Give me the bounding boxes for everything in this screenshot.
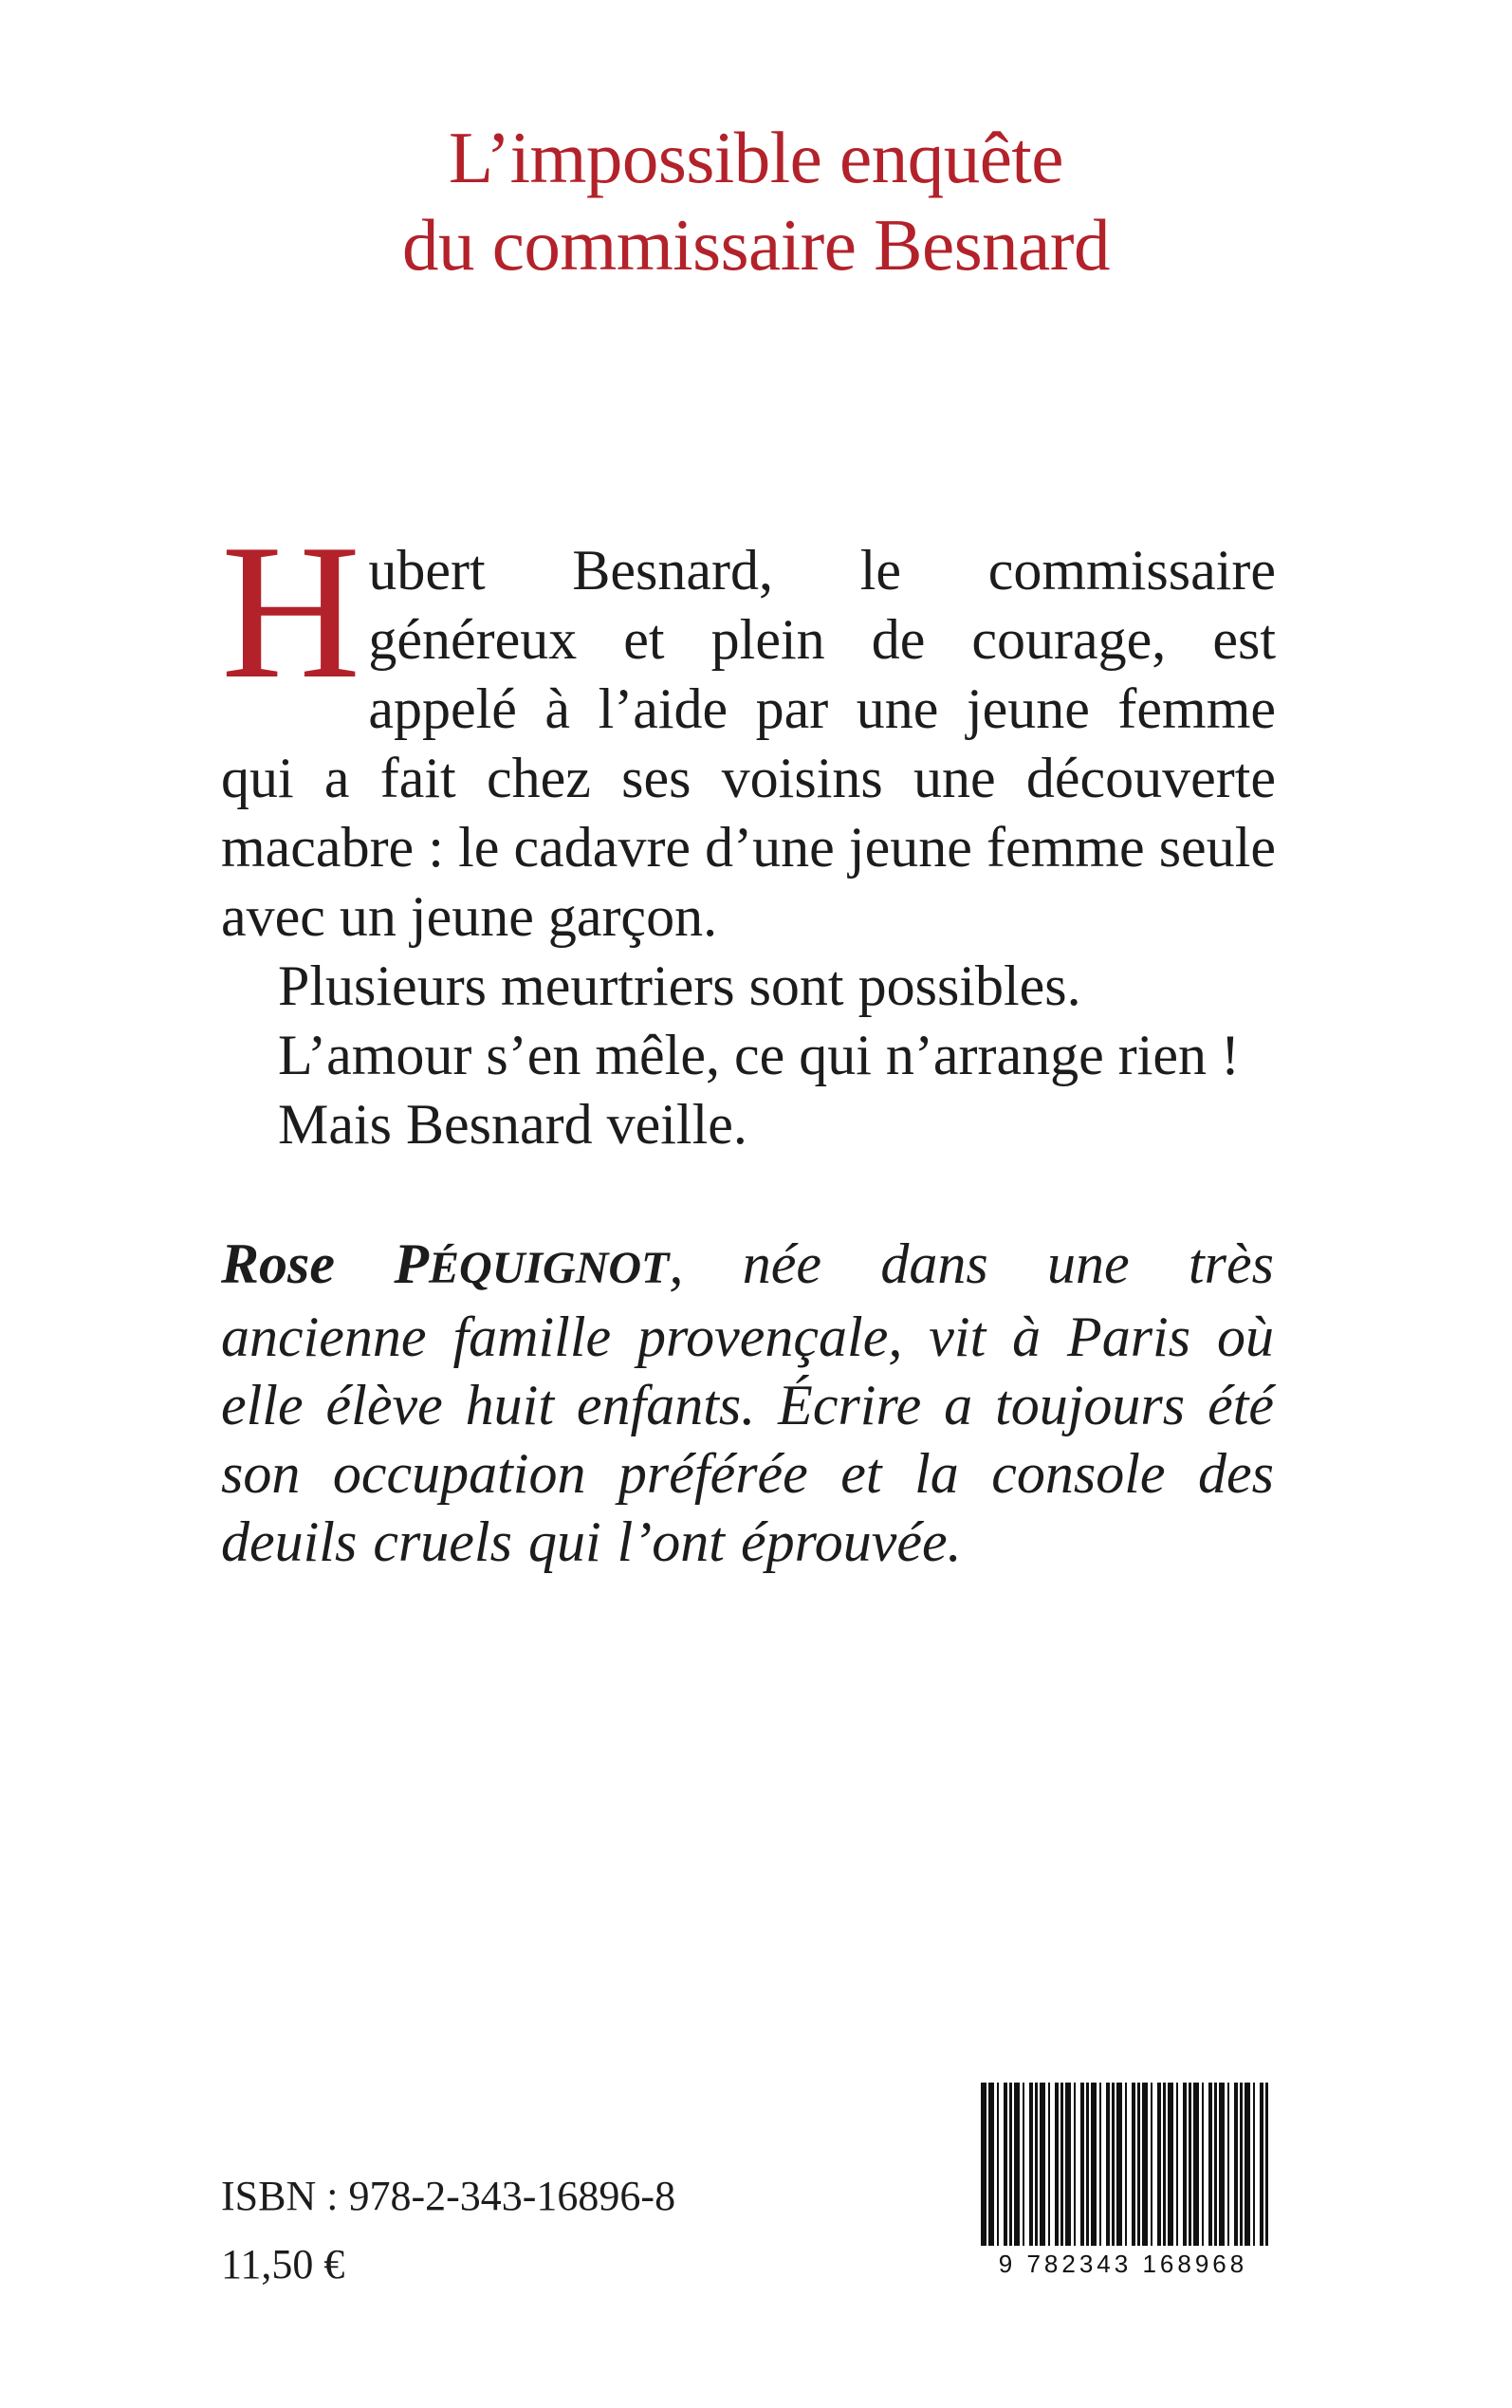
author-bio-text: , née dans une très ancienne famille provençale, vit à Paris où elle élève huit enfants. Écrire a toujours été son occupation préférée et la console des deuils cruels qui l’ont éprouvée. [221, 1232, 1275, 1573]
barcode-bars [981, 2083, 1268, 2246]
author-name [221, 1232, 669, 1295]
blurb-paragraph-1 [221, 505, 1276, 952]
price-text: 11,50 € [221, 2241, 345, 2288]
author-last-name-initial: P [394, 1232, 430, 1295]
drop-cap: H [221, 505, 361, 719]
author-last-name-rest: ÉQUIGNOT [429, 1243, 670, 1293]
author-first-name: Rose [221, 1232, 335, 1295]
book-title [190, 114, 1322, 288]
isbn-barcode [981, 2083, 1265, 2282]
blurb-paragraph-3: L’amour s’en mêle, ce qui n’arrange rien ! [278, 1024, 1240, 1086]
book-blurb [221, 505, 1276, 1159]
book-title-line-2: du commissaire Besnard [402, 204, 1110, 286]
blurb-paragraph-2: Plusieurs meurtriers sont possibles. [278, 954, 1081, 1017]
blurb-paragraph-4: Mais Besnard veille. [278, 1093, 747, 1156]
blurb-paragraph-1-text: ubert Besnard, le commissaire généreux et plein de courage, est appelé à l’aide par une jeune femme qui a fait chez ses voisins une découverte macabre : le cadavre d’une jeune femme seule avec un jeune garçon. [221, 539, 1276, 948]
book-title-line-1: L’impossible enquête [449, 117, 1063, 198]
isbn-text: ISBN : 978-2-343-16896-8 [221, 2173, 676, 2219]
author-bio [221, 1230, 1274, 1576]
barcode-digits: 9 782343 168968 [981, 2250, 1265, 2279]
